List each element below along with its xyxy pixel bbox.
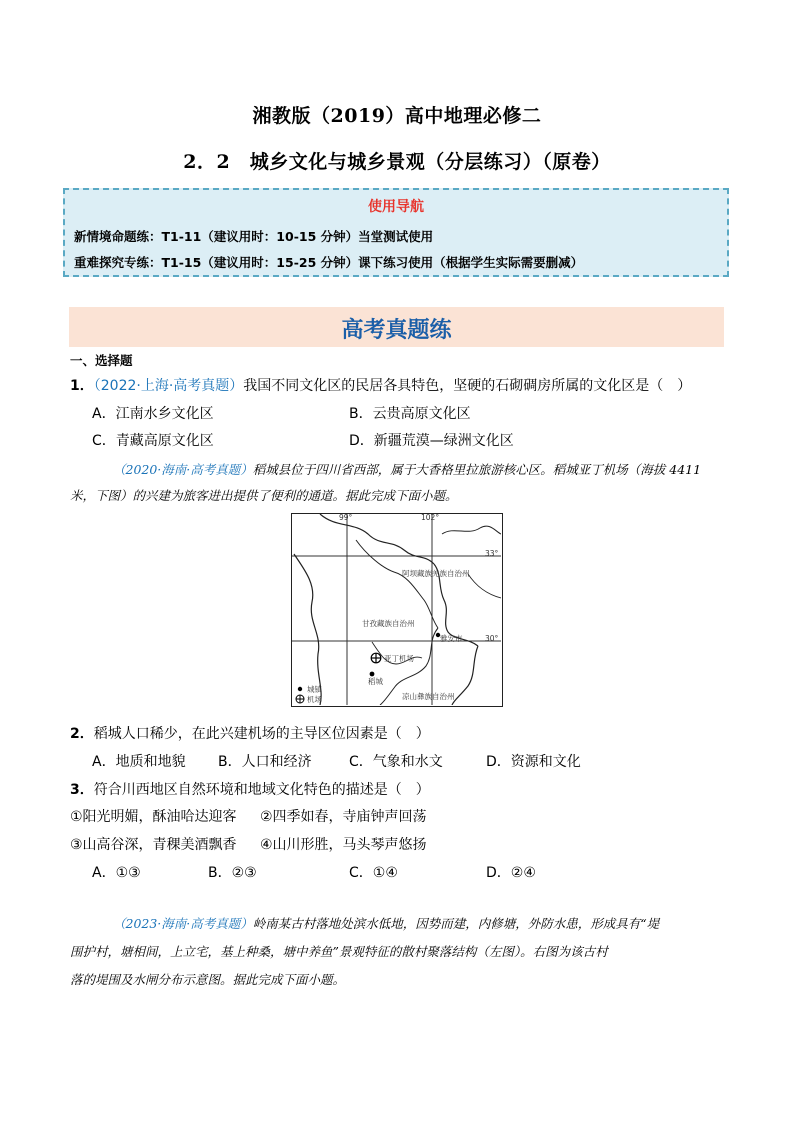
map-legend-town: 城镇 <box>307 685 322 694</box>
question-1-source: （2022·上海·高考真题） <box>93 378 244 394</box>
question-3-number: 3． <box>70 782 94 798</box>
sichuan-map <box>291 513 503 707</box>
question-3-statement-3: ③山高谷深，青稞美酒飘香 <box>70 837 237 853</box>
question-2-option-b: B．人口和经济 <box>218 754 312 770</box>
question-1-option-a: A．江南水乡文化区 <box>92 406 214 422</box>
question-3-option-c: C．①④ <box>349 865 398 881</box>
passage-2-line-1: （2023·海南·高考真题）岭南某古村落地处滨水低地，因势而建，内修塘，外防水患，形成具有“堤 <box>113 916 660 931</box>
map-region-ganzi: 甘孜藏族自治州 <box>362 619 415 628</box>
question-3-option-a: A．①③ <box>92 865 141 881</box>
question-3-statement-2: ②四季如春，寺庙钟声回荡 <box>260 809 427 825</box>
question-3-option-b: B．②③ <box>208 865 257 881</box>
usage-guide-line-2: 重难探究专练：T1-15（建议用时：15-25 分钟）课下练习使用（根据学生实际需要删减） <box>74 255 584 270</box>
question-3-statement-1: ①阳光明媚，酥油哈达迎客 <box>70 809 237 825</box>
passage-2-line-2: 围护村，塘相间，上立宅，基上种桑，塘中养鱼”景观特征的散村聚落结构（左图）。右图为该古村 <box>70 944 608 959</box>
map-airport-label: 亚丁机场 <box>384 654 414 663</box>
question-2-number: 2． <box>70 726 94 742</box>
document-subtitle: 2．2 城乡文化与城乡景观（分层练习）（原卷） <box>183 151 611 173</box>
passage-1-line-2: 米，下图）的兴建为旅客进出提供了便利的通道。据此完成下面小题。 <box>70 488 458 503</box>
map-latitude-33: 33° <box>485 549 499 558</box>
map-legend-airport: 机场 <box>307 695 322 704</box>
section-label: 一、选择题 <box>70 353 133 368</box>
question-1-option-b: B．云贵高原文化区 <box>349 406 471 422</box>
section-banner <box>69 307 724 347</box>
usage-guide-title: 使用导航 <box>368 199 424 215</box>
question-2-stem: 稻城人口稀少，在此兴建机场的主导区位因素是（ ） <box>93 726 430 742</box>
question-1-option-d: D．新疆荒漠—绿洲文化区 <box>349 433 514 449</box>
usage-guide-line-1: 新情境命题练：T1-11（建议用时：10-15 分钟）当堂测试使用 <box>74 229 434 244</box>
question-1-option-c: C．青藏高原文化区 <box>92 433 214 449</box>
question-3-statement-4: ④山川形胜，马头琴声悠扬 <box>260 837 427 853</box>
passage-1-source: （2020·海南·高考真题） <box>113 462 253 477</box>
map-longitude-99: 99° <box>339 513 353 522</box>
question-3-option-d: D．②④ <box>486 865 536 881</box>
question-2-option-d: D．资源和文化 <box>486 754 581 770</box>
map-longitude-102: 102° <box>421 513 440 522</box>
map-region-liangshan: 凉山彝族自治州 <box>402 692 455 701</box>
question-1-number: 1． <box>70 378 94 394</box>
section-banner-title: 高考真题练 <box>341 318 452 343</box>
question-3-stem: 符合川西地区自然环境和地域文化特色的描述是（ ） <box>93 782 430 798</box>
question-2 <box>70 723 430 743</box>
question-1 <box>70 375 691 395</box>
passage-2-line-3: 落的堤围及水闸分布示意图。据此完成下面小题。 <box>70 972 346 987</box>
question-2-option-a: A．地质和地貌 <box>92 754 186 770</box>
question-1-stem: 我国不同文化区的民居各具特色，坚硬的石砌碉房所属的文化区是（ ） <box>243 378 692 394</box>
question-3 <box>70 779 430 799</box>
passage-2-source: （2023·海南·高考真题） <box>113 916 253 931</box>
usage-guide-box <box>63 188 729 277</box>
map-drawing <box>292 514 501 705</box>
map-region-aba: 阿坝藏族羌族自治州 <box>402 569 470 578</box>
map-latitude-30: 30° <box>485 634 499 643</box>
map-city-yaan: 雅安市 <box>440 634 463 643</box>
question-2-option-c: C．气象和水文 <box>349 754 443 770</box>
passage-1-line-1: （2020·海南·高考真题）稻城县位于四川省西部，属于大香格里拉旅游核心区。稻城亚丁机场（海拔 4411 <box>113 462 702 477</box>
document-title: 湘教版（2019）高中地理必修二 <box>252 105 542 127</box>
map-town-label: 稻城 <box>368 677 383 686</box>
